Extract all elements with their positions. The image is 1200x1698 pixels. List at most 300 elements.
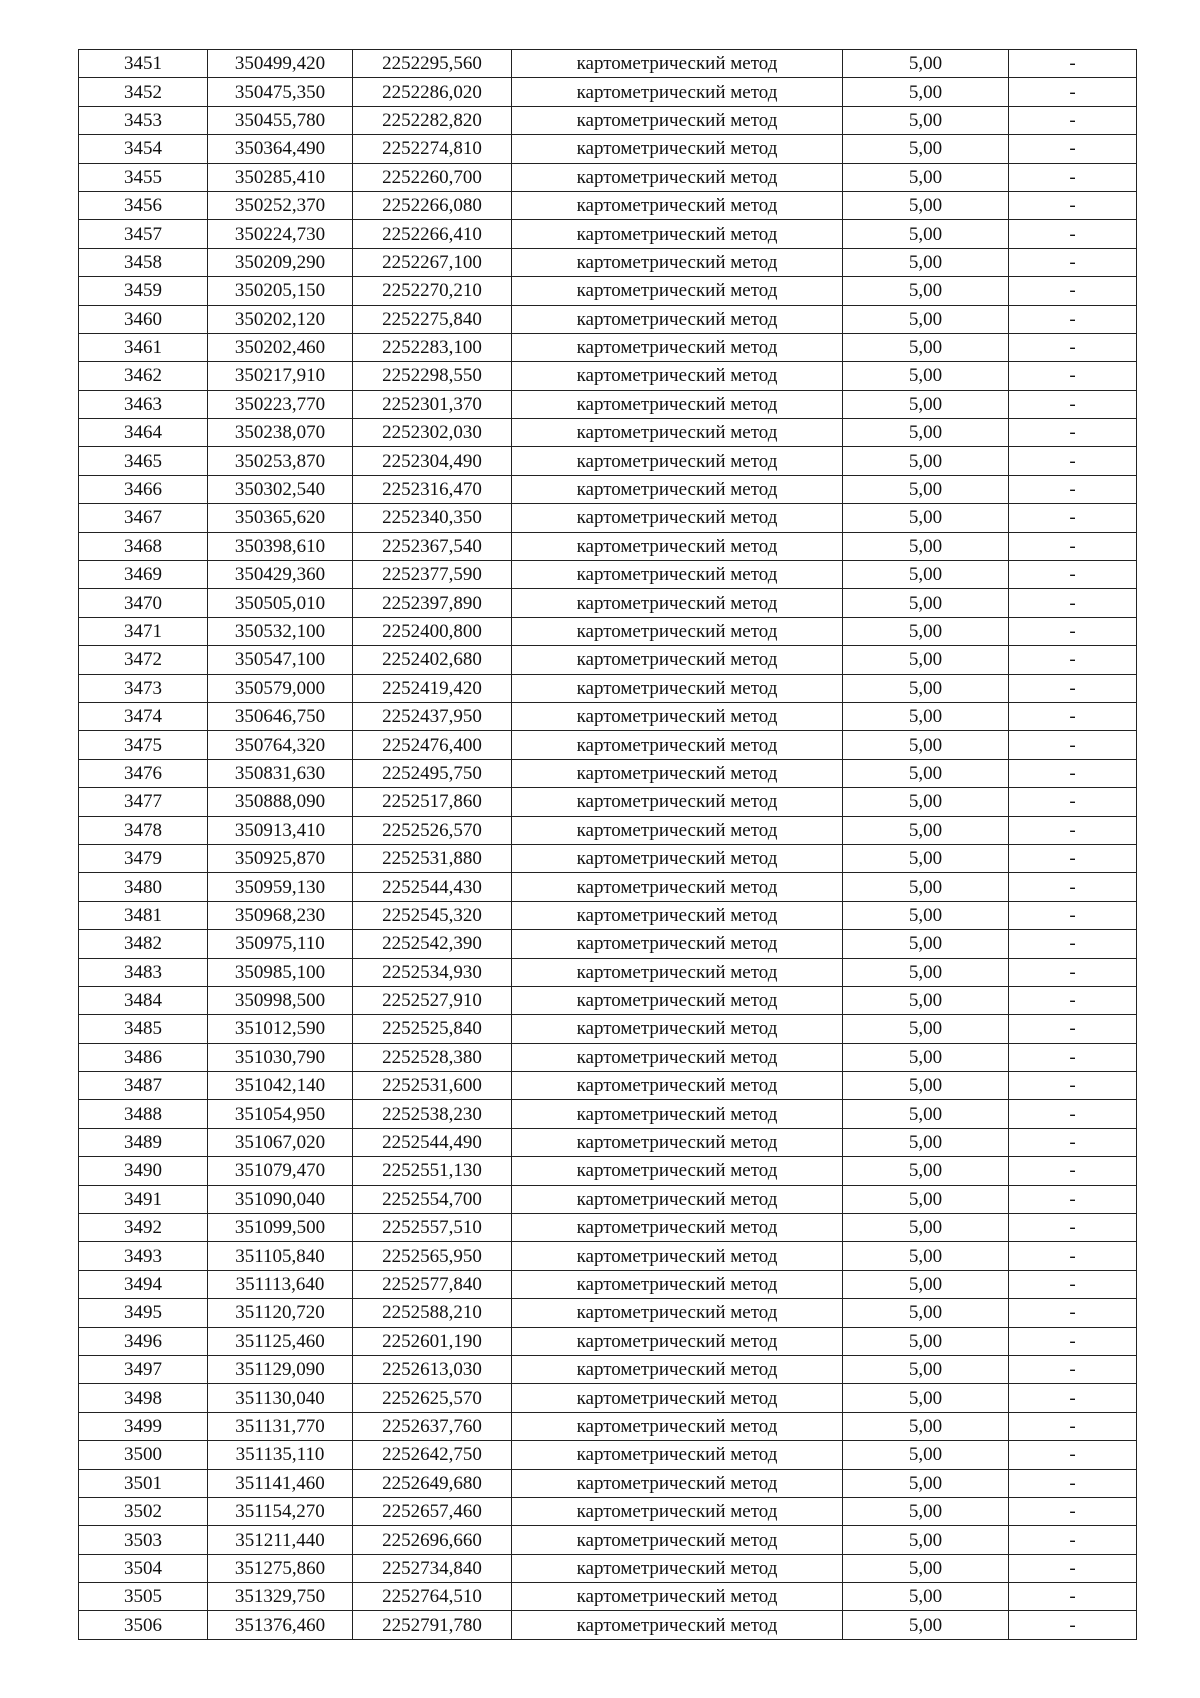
description-cell: - xyxy=(1009,1497,1137,1525)
accuracy-cell: 5,00 xyxy=(843,419,1009,447)
x-coordinate-cell: 350764,320 xyxy=(208,731,353,759)
description-cell: - xyxy=(1009,617,1137,645)
method-cell: картометрический метод xyxy=(512,163,843,191)
description-cell: - xyxy=(1009,1327,1137,1355)
point-number-cell: 3477 xyxy=(79,788,208,816)
table-row xyxy=(79,277,1137,305)
point-number-cell: 3486 xyxy=(79,1043,208,1071)
table-row xyxy=(79,1554,1137,1582)
table-row xyxy=(79,163,1137,191)
accuracy-cell: 5,00 xyxy=(843,986,1009,1014)
accuracy-cell: 5,00 xyxy=(843,674,1009,702)
method-cell: картометрический метод xyxy=(512,362,843,390)
table-row xyxy=(79,419,1137,447)
method-cell: картометрический метод xyxy=(512,930,843,958)
point-number-cell: 3492 xyxy=(79,1214,208,1242)
accuracy-cell: 5,00 xyxy=(843,220,1009,248)
table-row xyxy=(79,1412,1137,1440)
table-row xyxy=(79,1327,1137,1355)
accuracy-cell: 5,00 xyxy=(843,390,1009,418)
description-cell: - xyxy=(1009,731,1137,759)
x-coordinate-cell: 350398,610 xyxy=(208,532,353,560)
point-number-cell: 3498 xyxy=(79,1384,208,1412)
description-cell: - xyxy=(1009,135,1137,163)
point-number-cell: 3471 xyxy=(79,617,208,645)
table-row xyxy=(79,1185,1137,1213)
description-cell: - xyxy=(1009,532,1137,560)
description-cell: - xyxy=(1009,1355,1137,1383)
description-cell: - xyxy=(1009,1128,1137,1156)
method-cell: картометрический метод xyxy=(512,419,843,447)
x-coordinate-cell: 350998,500 xyxy=(208,986,353,1014)
point-number-cell: 3505 xyxy=(79,1583,208,1611)
description-cell: - xyxy=(1009,390,1137,418)
method-cell: картометрический метод xyxy=(512,617,843,645)
description-cell: - xyxy=(1009,50,1137,78)
point-number-cell: 3479 xyxy=(79,844,208,872)
y-coordinate-cell: 2252542,390 xyxy=(353,930,512,958)
accuracy-cell: 5,00 xyxy=(843,248,1009,276)
accuracy-cell: 5,00 xyxy=(843,50,1009,78)
y-coordinate-cell: 2252286,020 xyxy=(353,78,512,106)
x-coordinate-cell: 350499,420 xyxy=(208,50,353,78)
method-cell: картометрический метод xyxy=(512,873,843,901)
x-coordinate-cell: 351211,440 xyxy=(208,1526,353,1554)
point-number-cell: 3488 xyxy=(79,1100,208,1128)
table-row xyxy=(79,191,1137,219)
accuracy-cell: 5,00 xyxy=(843,1270,1009,1298)
point-number-cell: 3495 xyxy=(79,1299,208,1327)
method-cell: картометрический метод xyxy=(512,1015,843,1043)
accuracy-cell: 5,00 xyxy=(843,1384,1009,1412)
method-cell: картометрический метод xyxy=(512,390,843,418)
table-row xyxy=(79,447,1137,475)
point-number-cell: 3491 xyxy=(79,1185,208,1213)
x-coordinate-cell: 350831,630 xyxy=(208,759,353,787)
method-cell: картометрический метод xyxy=(512,220,843,248)
accuracy-cell: 5,00 xyxy=(843,958,1009,986)
method-cell: картометрический метод xyxy=(512,106,843,134)
y-coordinate-cell: 2252525,840 xyxy=(353,1015,512,1043)
accuracy-cell: 5,00 xyxy=(843,305,1009,333)
x-coordinate-cell: 350202,460 xyxy=(208,333,353,361)
x-coordinate-cell: 351154,270 xyxy=(208,1497,353,1525)
point-number-cell: 3504 xyxy=(79,1554,208,1582)
y-coordinate-cell: 2252588,210 xyxy=(353,1299,512,1327)
point-number-cell: 3496 xyxy=(79,1327,208,1355)
accuracy-cell: 5,00 xyxy=(843,788,1009,816)
table-row xyxy=(79,561,1137,589)
y-coordinate-cell: 2252397,890 xyxy=(353,589,512,617)
point-number-cell: 3463 xyxy=(79,390,208,418)
y-coordinate-cell: 2252283,100 xyxy=(353,333,512,361)
x-coordinate-cell: 351105,840 xyxy=(208,1242,353,1270)
accuracy-cell: 5,00 xyxy=(843,1355,1009,1383)
accuracy-cell: 5,00 xyxy=(843,1327,1009,1355)
point-number-cell: 3503 xyxy=(79,1526,208,1554)
x-coordinate-cell: 350913,410 xyxy=(208,816,353,844)
table-row xyxy=(79,816,1137,844)
method-cell: картометрический метод xyxy=(512,759,843,787)
method-cell: картометрический метод xyxy=(512,788,843,816)
x-coordinate-cell: 350223,770 xyxy=(208,390,353,418)
y-coordinate-cell: 2252274,810 xyxy=(353,135,512,163)
y-coordinate-cell: 2252531,880 xyxy=(353,844,512,872)
y-coordinate-cell: 2252545,320 xyxy=(353,901,512,929)
method-cell: картометрический метод xyxy=(512,1611,843,1639)
y-coordinate-cell: 2252304,490 xyxy=(353,447,512,475)
point-number-cell: 3478 xyxy=(79,816,208,844)
accuracy-cell: 5,00 xyxy=(843,277,1009,305)
table-row xyxy=(79,50,1137,78)
table-row xyxy=(79,844,1137,872)
point-number-cell: 3470 xyxy=(79,589,208,617)
description-cell: - xyxy=(1009,702,1137,730)
description-cell: - xyxy=(1009,788,1137,816)
x-coordinate-cell: 351125,460 xyxy=(208,1327,353,1355)
table-row xyxy=(79,1497,1137,1525)
accuracy-cell: 5,00 xyxy=(843,731,1009,759)
table-row xyxy=(79,1441,1137,1469)
accuracy-cell: 5,00 xyxy=(843,1611,1009,1639)
table-row xyxy=(79,390,1137,418)
description-cell: - xyxy=(1009,1100,1137,1128)
accuracy-cell: 5,00 xyxy=(843,873,1009,901)
method-cell: картометрический метод xyxy=(512,589,843,617)
x-coordinate-cell: 350959,130 xyxy=(208,873,353,901)
x-coordinate-cell: 351042,140 xyxy=(208,1072,353,1100)
point-number-cell: 3476 xyxy=(79,759,208,787)
point-number-cell: 3484 xyxy=(79,986,208,1014)
description-cell: - xyxy=(1009,1214,1137,1242)
x-coordinate-cell: 350217,910 xyxy=(208,362,353,390)
accuracy-cell: 5,00 xyxy=(843,78,1009,106)
accuracy-cell: 5,00 xyxy=(843,561,1009,589)
description-cell: - xyxy=(1009,930,1137,958)
description-cell: - xyxy=(1009,844,1137,872)
method-cell: картометрический метод xyxy=(512,1355,843,1383)
point-number-cell: 3489 xyxy=(79,1128,208,1156)
x-coordinate-cell: 351054,950 xyxy=(208,1100,353,1128)
table-row xyxy=(79,1214,1137,1242)
point-number-cell: 3452 xyxy=(79,78,208,106)
table-row xyxy=(79,1015,1137,1043)
description-cell: - xyxy=(1009,1043,1137,1071)
method-cell: картометрический метод xyxy=(512,1469,843,1497)
accuracy-cell: 5,00 xyxy=(843,1015,1009,1043)
y-coordinate-cell: 2252696,660 xyxy=(353,1526,512,1554)
table-row xyxy=(79,362,1137,390)
method-cell: картометрический метод xyxy=(512,1299,843,1327)
x-coordinate-cell: 350475,350 xyxy=(208,78,353,106)
accuracy-cell: 5,00 xyxy=(843,844,1009,872)
x-coordinate-cell: 350202,120 xyxy=(208,305,353,333)
y-coordinate-cell: 2252402,680 xyxy=(353,646,512,674)
point-number-cell: 3459 xyxy=(79,277,208,305)
description-cell: - xyxy=(1009,1015,1137,1043)
y-coordinate-cell: 2252266,410 xyxy=(353,220,512,248)
method-cell: картометрический метод xyxy=(512,135,843,163)
table-row xyxy=(79,646,1137,674)
table-row xyxy=(79,1583,1137,1611)
table-row xyxy=(79,1128,1137,1156)
description-cell: - xyxy=(1009,1526,1137,1554)
point-number-cell: 3481 xyxy=(79,901,208,929)
y-coordinate-cell: 2252551,130 xyxy=(353,1157,512,1185)
point-number-cell: 3467 xyxy=(79,504,208,532)
y-coordinate-cell: 2252531,600 xyxy=(353,1072,512,1100)
y-coordinate-cell: 2252517,860 xyxy=(353,788,512,816)
accuracy-cell: 5,00 xyxy=(843,1185,1009,1213)
table-row xyxy=(79,958,1137,986)
method-cell: картометрический метод xyxy=(512,1214,843,1242)
description-cell: - xyxy=(1009,1583,1137,1611)
point-number-cell: 3485 xyxy=(79,1015,208,1043)
accuracy-cell: 5,00 xyxy=(843,1157,1009,1185)
point-number-cell: 3453 xyxy=(79,106,208,134)
description-cell: - xyxy=(1009,1157,1137,1185)
y-coordinate-cell: 2252527,910 xyxy=(353,986,512,1014)
table-row xyxy=(79,106,1137,134)
y-coordinate-cell: 2252657,460 xyxy=(353,1497,512,1525)
accuracy-cell: 5,00 xyxy=(843,163,1009,191)
point-number-cell: 3474 xyxy=(79,702,208,730)
point-number-cell: 3472 xyxy=(79,646,208,674)
description-cell: - xyxy=(1009,305,1137,333)
y-coordinate-cell: 2252565,950 xyxy=(353,1242,512,1270)
table-row xyxy=(79,1384,1137,1412)
y-coordinate-cell: 2252476,400 xyxy=(353,731,512,759)
y-coordinate-cell: 2252282,820 xyxy=(353,106,512,134)
accuracy-cell: 5,00 xyxy=(843,475,1009,503)
description-cell: - xyxy=(1009,646,1137,674)
y-coordinate-cell: 2252538,230 xyxy=(353,1100,512,1128)
x-coordinate-cell: 351329,750 xyxy=(208,1583,353,1611)
description-cell: - xyxy=(1009,674,1137,702)
y-coordinate-cell: 2252577,840 xyxy=(353,1270,512,1298)
x-coordinate-cell: 351079,470 xyxy=(208,1157,353,1185)
x-coordinate-cell: 350364,490 xyxy=(208,135,353,163)
method-cell: картометрический метод xyxy=(512,844,843,872)
table-row xyxy=(79,731,1137,759)
x-coordinate-cell: 351030,790 xyxy=(208,1043,353,1071)
method-cell: картометрический метод xyxy=(512,78,843,106)
y-coordinate-cell: 2252601,190 xyxy=(353,1327,512,1355)
y-coordinate-cell: 2252437,950 xyxy=(353,702,512,730)
x-coordinate-cell: 350547,100 xyxy=(208,646,353,674)
y-coordinate-cell: 2252298,550 xyxy=(353,362,512,390)
point-number-cell: 3464 xyxy=(79,419,208,447)
table-row xyxy=(79,504,1137,532)
point-number-cell: 3456 xyxy=(79,191,208,219)
table-row xyxy=(79,1270,1137,1298)
point-number-cell: 3497 xyxy=(79,1355,208,1383)
point-number-cell: 3466 xyxy=(79,475,208,503)
description-cell: - xyxy=(1009,447,1137,475)
x-coordinate-cell: 351099,500 xyxy=(208,1214,353,1242)
table-row xyxy=(79,788,1137,816)
y-coordinate-cell: 2252625,570 xyxy=(353,1384,512,1412)
description-cell: - xyxy=(1009,561,1137,589)
y-coordinate-cell: 2252495,750 xyxy=(353,759,512,787)
description-cell: - xyxy=(1009,1384,1137,1412)
method-cell: картометрический метод xyxy=(512,532,843,560)
y-coordinate-cell: 2252554,700 xyxy=(353,1185,512,1213)
y-coordinate-cell: 2252302,030 xyxy=(353,419,512,447)
point-number-cell: 3465 xyxy=(79,447,208,475)
table-row xyxy=(79,532,1137,560)
point-number-cell: 3487 xyxy=(79,1072,208,1100)
y-coordinate-cell: 2252637,760 xyxy=(353,1412,512,1440)
method-cell: картометрический метод xyxy=(512,1583,843,1611)
method-cell: картометрический метод xyxy=(512,504,843,532)
method-cell: картометрический метод xyxy=(512,986,843,1014)
description-cell: - xyxy=(1009,248,1137,276)
table-row xyxy=(79,617,1137,645)
y-coordinate-cell: 2252642,750 xyxy=(353,1441,512,1469)
accuracy-cell: 5,00 xyxy=(843,930,1009,958)
accuracy-cell: 5,00 xyxy=(843,1299,1009,1327)
x-coordinate-cell: 350925,870 xyxy=(208,844,353,872)
description-cell: - xyxy=(1009,759,1137,787)
table-body xyxy=(79,50,1137,1640)
y-coordinate-cell: 2252301,370 xyxy=(353,390,512,418)
y-coordinate-cell: 2252316,470 xyxy=(353,475,512,503)
y-coordinate-cell: 2252544,430 xyxy=(353,873,512,901)
method-cell: картометрический метод xyxy=(512,702,843,730)
description-cell: - xyxy=(1009,873,1137,901)
method-cell: картометрический метод xyxy=(512,901,843,929)
y-coordinate-cell: 2252270,210 xyxy=(353,277,512,305)
x-coordinate-cell: 350302,540 xyxy=(208,475,353,503)
x-coordinate-cell: 350888,090 xyxy=(208,788,353,816)
y-coordinate-cell: 2252377,590 xyxy=(353,561,512,589)
point-number-cell: 3461 xyxy=(79,333,208,361)
description-cell: - xyxy=(1009,504,1137,532)
accuracy-cell: 5,00 xyxy=(843,901,1009,929)
table-row xyxy=(79,1469,1137,1497)
x-coordinate-cell: 350429,360 xyxy=(208,561,353,589)
description-cell: - xyxy=(1009,106,1137,134)
description-cell: - xyxy=(1009,362,1137,390)
accuracy-cell: 5,00 xyxy=(843,1214,1009,1242)
table-row xyxy=(79,1242,1137,1270)
method-cell: картометрический метод xyxy=(512,248,843,276)
point-number-cell: 3494 xyxy=(79,1270,208,1298)
accuracy-cell: 5,00 xyxy=(843,362,1009,390)
x-coordinate-cell: 351141,460 xyxy=(208,1469,353,1497)
table-row xyxy=(79,930,1137,958)
accuracy-cell: 5,00 xyxy=(843,1043,1009,1071)
x-coordinate-cell: 350365,620 xyxy=(208,504,353,532)
point-number-cell: 3460 xyxy=(79,305,208,333)
description-cell: - xyxy=(1009,1554,1137,1582)
table-row xyxy=(79,589,1137,617)
y-coordinate-cell: 2252266,080 xyxy=(353,191,512,219)
table-row xyxy=(79,1072,1137,1100)
point-number-cell: 3506 xyxy=(79,1611,208,1639)
description-cell: - xyxy=(1009,901,1137,929)
y-coordinate-cell: 2252340,350 xyxy=(353,504,512,532)
y-coordinate-cell: 2252400,800 xyxy=(353,617,512,645)
accuracy-cell: 5,00 xyxy=(843,1242,1009,1270)
method-cell: картометрический метод xyxy=(512,1157,843,1185)
method-cell: картометрический метод xyxy=(512,1043,843,1071)
y-coordinate-cell: 2252367,540 xyxy=(353,532,512,560)
description-cell: - xyxy=(1009,1441,1137,1469)
method-cell: картометрический метод xyxy=(512,475,843,503)
accuracy-cell: 5,00 xyxy=(843,1072,1009,1100)
description-cell: - xyxy=(1009,475,1137,503)
description-cell: - xyxy=(1009,958,1137,986)
method-cell: картометрический метод xyxy=(512,1242,843,1270)
point-number-cell: 3501 xyxy=(79,1469,208,1497)
method-cell: картометрический метод xyxy=(512,447,843,475)
point-number-cell: 3493 xyxy=(79,1242,208,1270)
accuracy-cell: 5,00 xyxy=(843,1526,1009,1554)
point-number-cell: 3468 xyxy=(79,532,208,560)
method-cell: картометрический метод xyxy=(512,1384,843,1412)
method-cell: картометрический метод xyxy=(512,731,843,759)
table-row xyxy=(79,135,1137,163)
method-cell: картометрический метод xyxy=(512,646,843,674)
y-coordinate-cell: 2252534,930 xyxy=(353,958,512,986)
table-row xyxy=(79,901,1137,929)
description-cell: - xyxy=(1009,191,1137,219)
accuracy-cell: 5,00 xyxy=(843,617,1009,645)
description-cell: - xyxy=(1009,277,1137,305)
description-cell: - xyxy=(1009,163,1137,191)
accuracy-cell: 5,00 xyxy=(843,106,1009,134)
x-coordinate-cell: 351012,590 xyxy=(208,1015,353,1043)
description-cell: - xyxy=(1009,78,1137,106)
method-cell: картометрический метод xyxy=(512,277,843,305)
y-coordinate-cell: 2252528,380 xyxy=(353,1043,512,1071)
table-row xyxy=(79,1043,1137,1071)
table-row xyxy=(79,1157,1137,1185)
point-number-cell: 3469 xyxy=(79,561,208,589)
table-row xyxy=(79,1355,1137,1383)
description-cell: - xyxy=(1009,1299,1137,1327)
point-number-cell: 3502 xyxy=(79,1497,208,1525)
method-cell: картометрический метод xyxy=(512,305,843,333)
table-row xyxy=(79,702,1137,730)
point-number-cell: 3455 xyxy=(79,163,208,191)
table-row xyxy=(79,1526,1137,1554)
table-row xyxy=(79,759,1137,787)
accuracy-cell: 5,00 xyxy=(843,504,1009,532)
method-cell: картометрический метод xyxy=(512,1128,843,1156)
point-number-cell: 3457 xyxy=(79,220,208,248)
x-coordinate-cell: 350532,100 xyxy=(208,617,353,645)
point-number-cell: 3483 xyxy=(79,958,208,986)
table-row xyxy=(79,220,1137,248)
point-number-cell: 3490 xyxy=(79,1157,208,1185)
point-number-cell: 3480 xyxy=(79,873,208,901)
description-cell: - xyxy=(1009,1185,1137,1213)
accuracy-cell: 5,00 xyxy=(843,702,1009,730)
x-coordinate-cell: 350209,290 xyxy=(208,248,353,276)
x-coordinate-cell: 351067,020 xyxy=(208,1128,353,1156)
description-cell: - xyxy=(1009,1242,1137,1270)
coordinates-table xyxy=(78,49,1137,1640)
x-coordinate-cell: 350252,370 xyxy=(208,191,353,219)
y-coordinate-cell: 2252613,030 xyxy=(353,1355,512,1383)
description-cell: - xyxy=(1009,1072,1137,1100)
point-number-cell: 3499 xyxy=(79,1412,208,1440)
method-cell: картометрический метод xyxy=(512,958,843,986)
accuracy-cell: 5,00 xyxy=(843,333,1009,361)
